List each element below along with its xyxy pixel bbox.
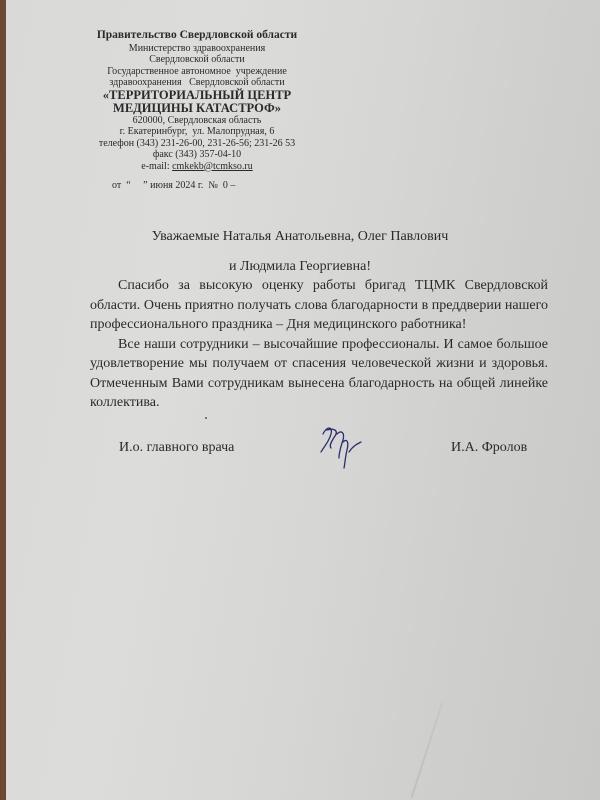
signatory-role: И.о. главного врача (119, 440, 235, 455)
ink-speck (205, 417, 207, 419)
government-name: Правительство Свердловской области (96, 29, 298, 41)
body-paragraph-2: Все наши сотрудники – высочайшие профессионалы. И самое большое удовлетворение мы получаем от спасения человеческой жизни и здоровья. Отмеченным Вами сотрудникам вынесена благодарность на общей линейке коллектива. (90, 336, 548, 410)
letterhead (72, 30, 322, 172)
greeting-line-2: и Людмила Георгиевна! (228, 259, 372, 274)
email-link[interactable]: cmkekb@tcmkso.ru (172, 160, 253, 172)
ministry-line-1: Министерство здравоохранения (128, 42, 266, 54)
email-label: e-mail: (141, 160, 173, 172)
institution-line-1: Государственное автономное учреждение (107, 65, 287, 77)
street-address: г. Екатеринбург, ул. Малопрудная, 6 (119, 126, 275, 137)
letter-body (90, 276, 548, 413)
date-number-line: от “ ” июня 2024 г. № 0 – (112, 180, 236, 191)
fax-number: факс (343) 357-04-10 (152, 149, 242, 160)
organization-name-line-2: МЕДИЦИНЫ КАТАСТРОФ» (113, 100, 281, 115)
email-line (72, 161, 322, 173)
phone-numbers: телефон (343) 231-26-00, 231-26-56; 231-26 53 (98, 137, 296, 149)
organization-name-line-1: «ТЕРРИТОРИАЛЬНЫЙ ЦЕНТР (102, 87, 292, 102)
paper-crease (411, 702, 444, 798)
signature-block (0, 440, 600, 480)
postal-address: 620000, Свердловская область (132, 114, 262, 126)
body-paragraph-1: Спасибо за высокую оценку работы бригад ТЦМК Свердловской области. Очень приятно получать слова благодарности в преддверии нашего профессионального праздника – Дня медицинского работника! (90, 278, 548, 332)
greeting-line-1: Уважаемые Наталья Анатольевна, Олег Павлович (151, 229, 449, 244)
handwritten-signature (317, 422, 367, 470)
institution-line-2: здравоохранения Свердловской области (109, 77, 285, 88)
ministry-line-2: Свердловской области (149, 54, 245, 65)
signatory-name: И.А. Фролов (451, 440, 528, 455)
